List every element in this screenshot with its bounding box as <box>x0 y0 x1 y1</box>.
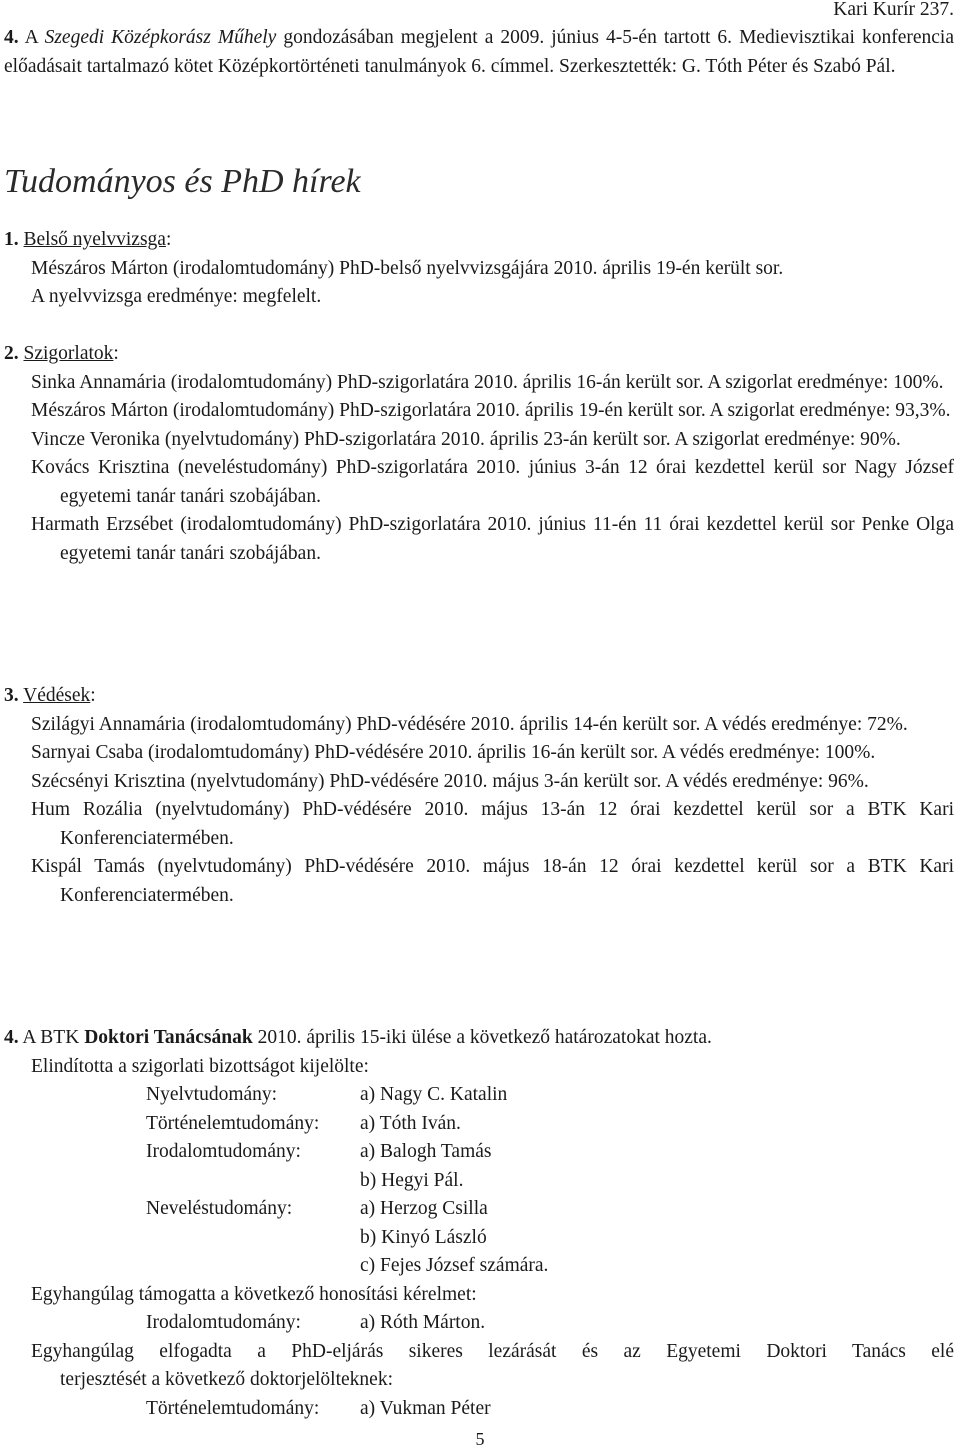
table-row <box>146 1195 548 1224</box>
table-row <box>146 1167 548 1196</box>
intro-pre: A <box>24 27 45 48</box>
list-item: Sinka Annamária (irodalomtudomány) PhD-szigorlatára 2010. április 16-án került sor. A szigorlat eredménye: 100%. <box>31 371 944 393</box>
section-number: 3. <box>4 685 19 706</box>
intro-italic: Szegedi Középkorász Műhely <box>44 27 277 48</box>
list-item: Szécsényi Krisztina (nyelvtudomány) PhD-védésére 2010. május 3-án került sor. A védés eredménye: 96%. <box>31 770 869 792</box>
value-cell: a) Vukman Péter <box>360 1397 491 1419</box>
table-row <box>146 1224 548 1253</box>
list-item: Harmath Erzsébet (irodalomtudomány) PhD-szigorlatára 2010. június 11-én 11 órai kezdettel kerül sor Penke Olga egyetemi tanár tanári szobájában. <box>31 514 954 564</box>
field-cell <box>146 1167 360 1196</box>
section-label: Szigorlatok <box>23 343 114 364</box>
table-row <box>146 1252 548 1281</box>
section-nyelvvizsga <box>4 226 954 312</box>
paragraph: Egyhangúlag támogatta a következő honosítási kérelmet: <box>31 1283 477 1305</box>
field-cell <box>146 1252 360 1281</box>
field-cell: Történelemtudomány: <box>146 1112 320 1134</box>
list-item: Szilágyi Annamária (irodalomtudomány) PhD-védésére 2010. április 14-én került sor. A védés eredménye: 72%. <box>31 713 908 735</box>
value-cell: b) Hegyi Pál. <box>360 1169 464 1191</box>
committee-table <box>146 1081 548 1281</box>
table-row <box>146 1138 548 1167</box>
section-label: Védések <box>23 685 91 706</box>
section-vedesek <box>4 682 954 910</box>
value-cell: a) Róth Márton. <box>360 1312 486 1333</box>
entry-line: Mészáros Márton (irodalomtudomány) PhD-belső nyelvvizsgájára 2010. április 19-én került sor. <box>31 257 784 279</box>
paragraph-line: Egyhangúlag elfogadta a PhD-eljárás sikeres lezárását és az Egyetemi Doktori Tanács elé <box>31 1340 954 1362</box>
section-szigorlatok <box>4 340 954 568</box>
list-item: Kovács Krisztina (neveléstudomány) PhD-szigorlatára 2010. június 3-án 12 órai kezdettel kerül sor Nagy József egyetemi tanár tanári szobájában. <box>31 457 954 507</box>
field-cell: Nyelvtudomány: <box>146 1084 278 1105</box>
value-cell: b) Kinyó László <box>360 1226 487 1248</box>
value-cell: a) Tóth Iván. <box>360 1112 461 1134</box>
colon: : <box>113 343 119 364</box>
heading-bold: Doktori Tanácsának <box>84 1027 253 1048</box>
list-item: Vincze Veronika (nyelvtudomány) PhD-szigorlatára 2010. április 23-án került sor. A szigorlat eredménye: 90%. <box>31 428 901 450</box>
table-row <box>146 1309 485 1338</box>
value-cell: a) Nagy C. Katalin <box>360 1084 508 1105</box>
section-number: 4. <box>4 1027 19 1048</box>
field-cell: Irodalomtudomány: <box>146 1141 301 1162</box>
list-item: Mészáros Márton (irodalomtudomány) PhD-szigorlatára 2010. április 19-én került sor. A szigorlat eredménye: 93,3%. <box>31 400 951 421</box>
section-doktori-tanacs <box>4 1024 954 1423</box>
naturalization-table <box>146 1309 485 1338</box>
list-item: Sarnyai Csaba (irodalomtudomány) PhD-védésére 2010. április 16-án került sor. A védés eredménye: 100%. <box>31 742 876 763</box>
section-heading <box>4 682 954 711</box>
list-item: Hum Rozália (nyelvtudomány) PhD-védésére 2010. május 13-án 12 órai kezdettel kerül sor a BTK Kari Konferenciatermében. <box>31 799 954 849</box>
page-number: 5 <box>475 1429 485 1449</box>
item-number: 4. <box>4 27 19 48</box>
value-cell: a) Herzog Csilla <box>360 1198 488 1219</box>
section-heading <box>4 226 954 255</box>
page-header: Kari Kurír 237. <box>833 0 954 20</box>
section-title: Tudományos és PhD hírek <box>4 163 361 200</box>
section-label: Belső nyelvvizsga <box>23 229 166 250</box>
field-cell <box>146 1224 360 1253</box>
heading-pre: A BTK <box>18 1027 85 1048</box>
intro-paragraph <box>4 24 954 81</box>
section-heading <box>4 1024 954 1053</box>
value-cell: a) Balogh Tamás <box>360 1141 492 1162</box>
section-number: 2. <box>4 343 19 364</box>
colon: : <box>165 229 172 250</box>
field-cell: Neveléstudomány: <box>146 1198 293 1219</box>
field-cell: Irodalomtudomány: <box>146 1312 301 1333</box>
intro-post: gondozásában megjelent a 2009. június 4-5-én tartott 6. Medievisztikai konferencia előadásait tartalmazó kötet Középkortörténeti tanulmányok 6. címmel. Szerkesztették: G. Tóth Péter és Szabó Pál. <box>4 27 954 77</box>
colon: : <box>90 685 96 706</box>
candidates-table <box>146 1395 491 1424</box>
section-number: 1. <box>4 229 19 250</box>
field-cell: Történelemtudomány: <box>146 1397 320 1419</box>
paragraph: Elindította a szigorlati bizottságot kijelölte: <box>31 1055 369 1077</box>
heading-post: 2010. április 15-iki ülése a következő határozatokat hozta. <box>252 1027 712 1048</box>
entry-line: A nyelvvizsga eredménye: megfelelt. <box>31 286 322 307</box>
paragraph-line: terjesztését a következő doktorjelölteknek: <box>60 1369 393 1390</box>
value-cell: c) Fejes József számára. <box>360 1255 549 1276</box>
table-row <box>146 1110 548 1139</box>
section-heading <box>4 340 954 369</box>
list-item: Kispál Tamás (nyelvtudomány) PhD-védésére 2010. május 18-án 12 órai kezdettel kerül sor a BTK Kari Konferenciatermében. <box>31 856 954 906</box>
table-row <box>146 1081 548 1110</box>
table-row <box>146 1395 491 1424</box>
